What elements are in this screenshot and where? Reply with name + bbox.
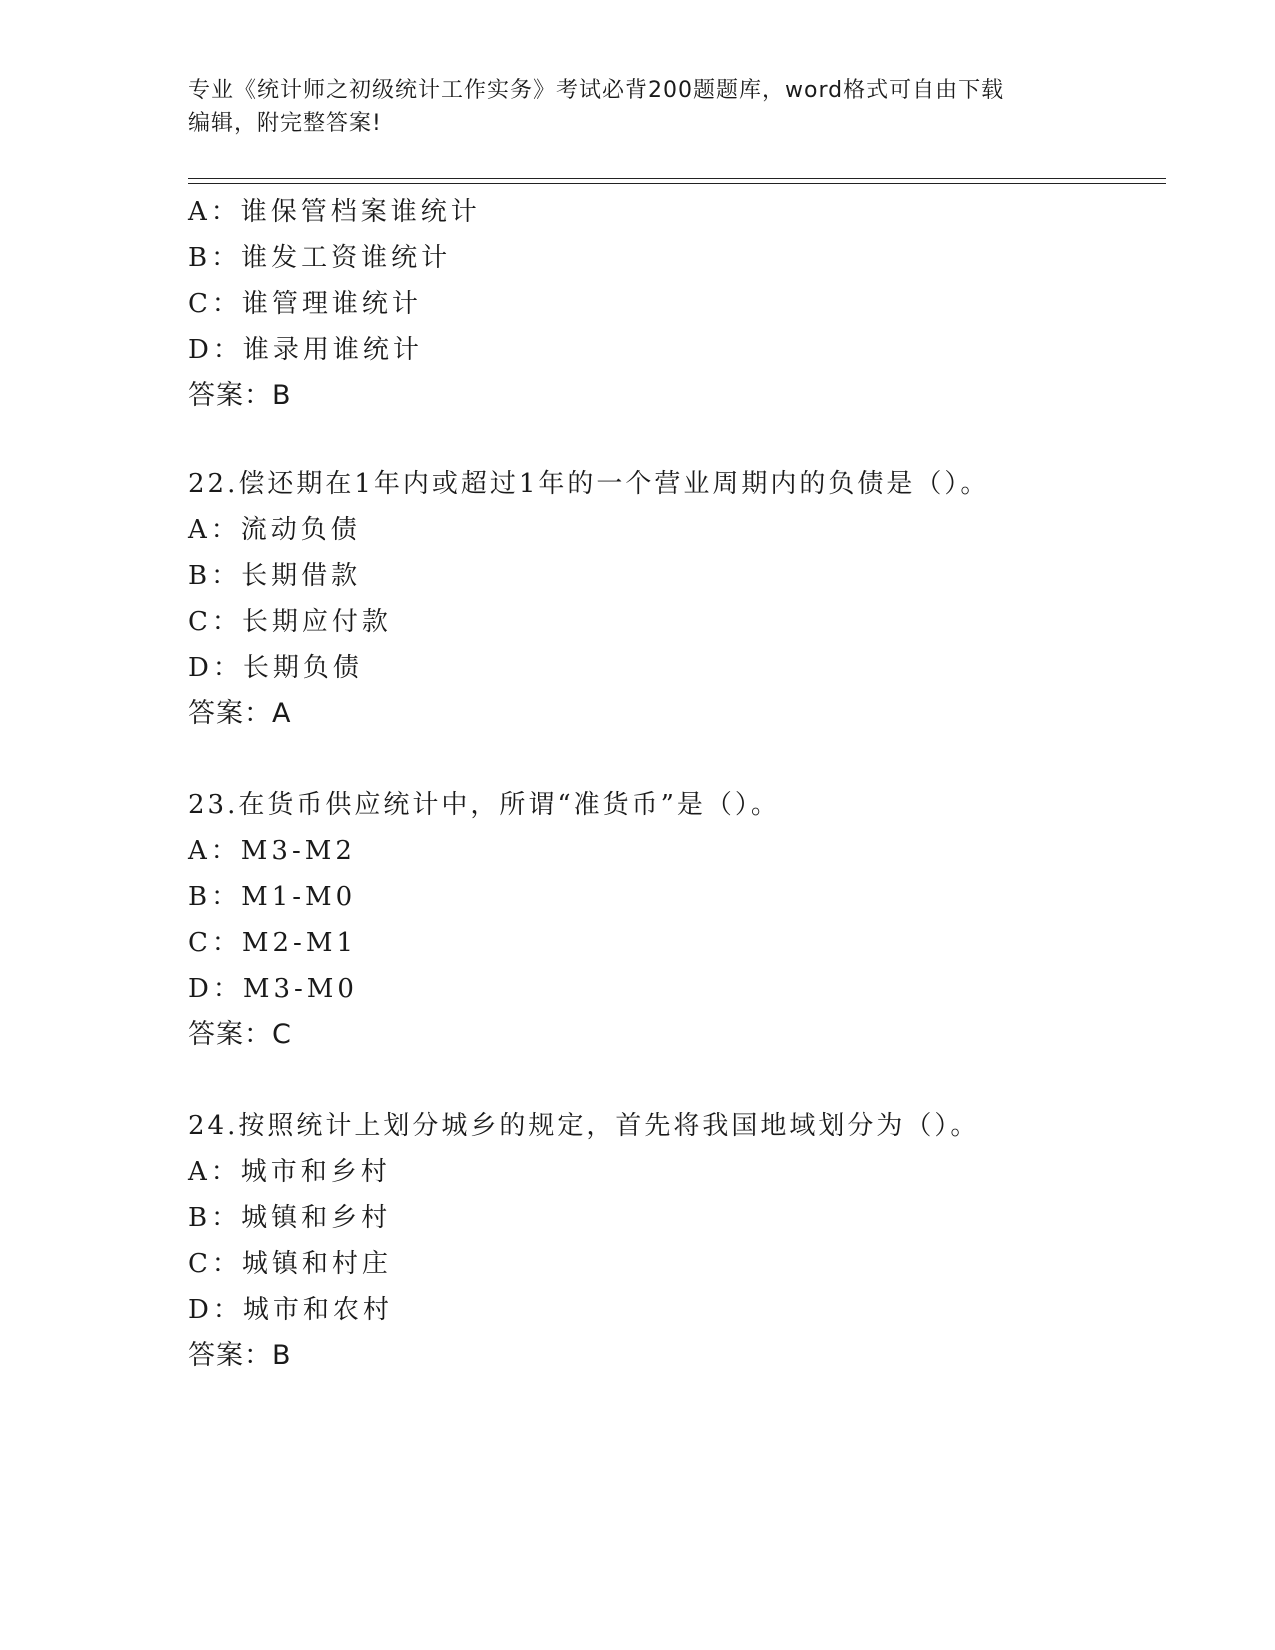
option-d: D：谁录用谁统计 <box>188 335 423 365</box>
answer: 答案：B <box>188 1340 292 1371</box>
question-stem: 24.按照统计上划分城乡的规定，首先将我国地域划分为（）。 <box>188 1111 980 1141</box>
question-stem: 22.偿还期在1年内或超过1年的一个营业周期内的负债是（）。 <box>188 469 990 499</box>
answer: 答案：B <box>188 380 292 411</box>
option-b: B：谁发工资谁统计 <box>188 243 452 273</box>
answer: 答案：A <box>188 698 292 729</box>
question-21 <box>188 189 1168 419</box>
question-stem: 23.在货币供应统计中，所谓“准货币”是（）。 <box>188 790 780 820</box>
question-24 <box>188 1103 1168 1379</box>
option-c: C：城镇和村庄 <box>188 1249 392 1279</box>
option-a: A：城市和乡村 <box>188 1157 391 1187</box>
header-divider-bottom <box>188 183 1166 184</box>
option-d: D：M3-M0 <box>188 974 358 1004</box>
header-divider-top <box>188 178 1166 179</box>
answer: 答案：C <box>188 1019 292 1050</box>
option-b: B：M1-M0 <box>188 882 357 912</box>
option-a: A：流动负债 <box>188 515 361 545</box>
option-a: A：M3-M2 <box>188 836 356 866</box>
option-a: A：谁保管档案谁统计 <box>188 197 481 227</box>
option-b: B：长期借款 <box>188 561 362 591</box>
header-line-2: 编辑，附完整答案! <box>188 111 382 136</box>
document-header <box>188 74 1088 140</box>
option-c: C：长期应付款 <box>188 607 392 637</box>
option-b: B：城镇和乡村 <box>188 1203 392 1233</box>
header-line-1: 专业《统计师之初级统计工作实务》考试必背200题题库，word格式可自由下载 <box>188 78 1005 103</box>
option-d: D：长期负债 <box>188 653 363 683</box>
question-22 <box>188 461 1168 737</box>
option-d: D：城市和农村 <box>188 1295 393 1325</box>
option-c: C：谁管理谁统计 <box>188 289 422 319</box>
question-23 <box>188 782 1168 1058</box>
option-c: C：M2-M1 <box>188 928 358 958</box>
